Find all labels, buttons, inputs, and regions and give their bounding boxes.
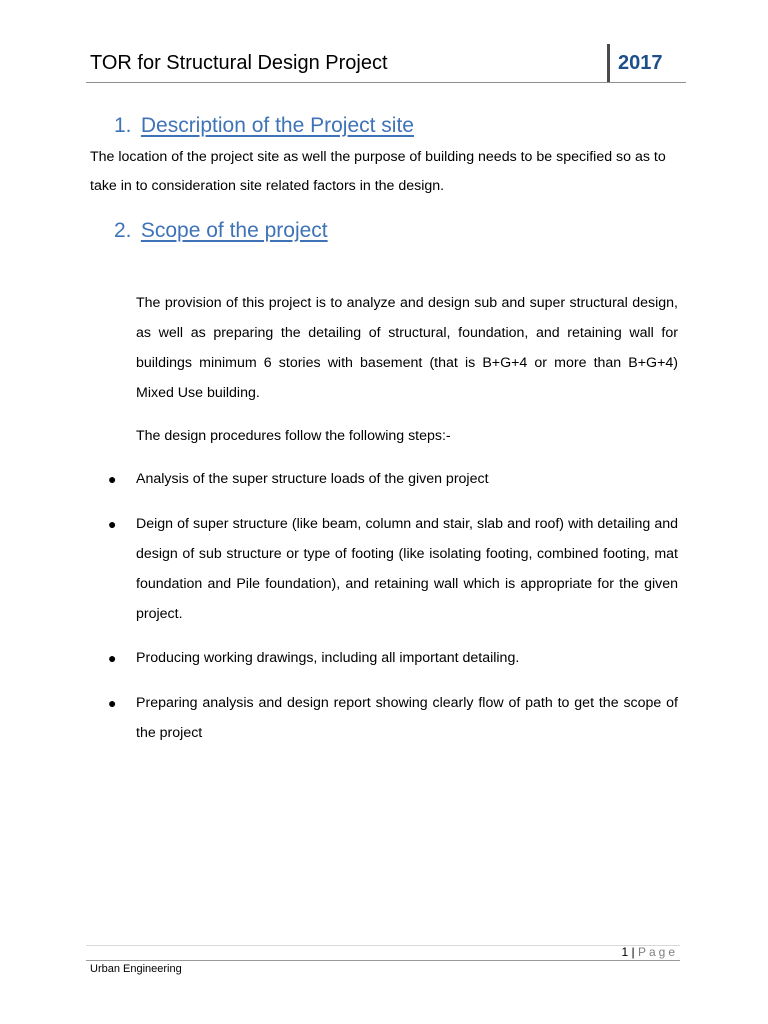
page-label: Page [637,945,678,959]
section-title: Description of the Project site [140,114,414,137]
header-divider [607,44,610,82]
page-number-separator: | [631,945,635,959]
section-body-description: The location of the project site as well the purpose of building needs to be specified so as to take in to consideration site related factors in the design. [90,149,666,194]
page-number [560,945,678,959]
document-title: TOR for Structural Design Project [90,52,388,74]
list-item-text: Producing working drawings, including all important detailing. [136,650,520,666]
page-header [86,44,686,83]
bullet-icon: ● [108,650,117,666]
bullet-icon: ● [108,516,117,532]
section-title: Scope of the project [140,219,328,242]
procedures-intro: The design procedures follow the following steps:- [136,428,451,444]
list-item-text: Preparing analysis and design report showing clearly flow of path to get the scope of the project [136,695,678,741]
list-item-text: Analysis of the super structure loads of the given project [136,471,489,487]
section-heading-scope [114,219,328,243]
section-number: 1. [114,114,132,137]
bullet-icon: ● [108,471,117,487]
section-heading-description [114,114,414,138]
section-number: 2. [114,219,132,242]
document-year: 2017 [618,52,663,74]
footer-company: Urban Engineering [90,963,182,975]
bullet-icon: ● [108,695,117,711]
section-body-scope: The provision of this project is to analyze and design sub and super structural design, as well as preparing the detailing of structural, foundation, and retaining wall for buildings minimum 6 stories with basement (that is B+G+4 or more than B+G+4) Mixed Use building. [136,295,678,401]
list-item-text: Deign of super structure (like beam, column and stair, slab and roof) with detailing and design of sub structure or type of footing (like isolating footing, combined footing, mat foundation and Pile foundation), and retaining wall which is appropriate for the given project. [136,516,678,622]
page-number-value: 1 [621,945,629,959]
footer-rule [86,960,680,961]
